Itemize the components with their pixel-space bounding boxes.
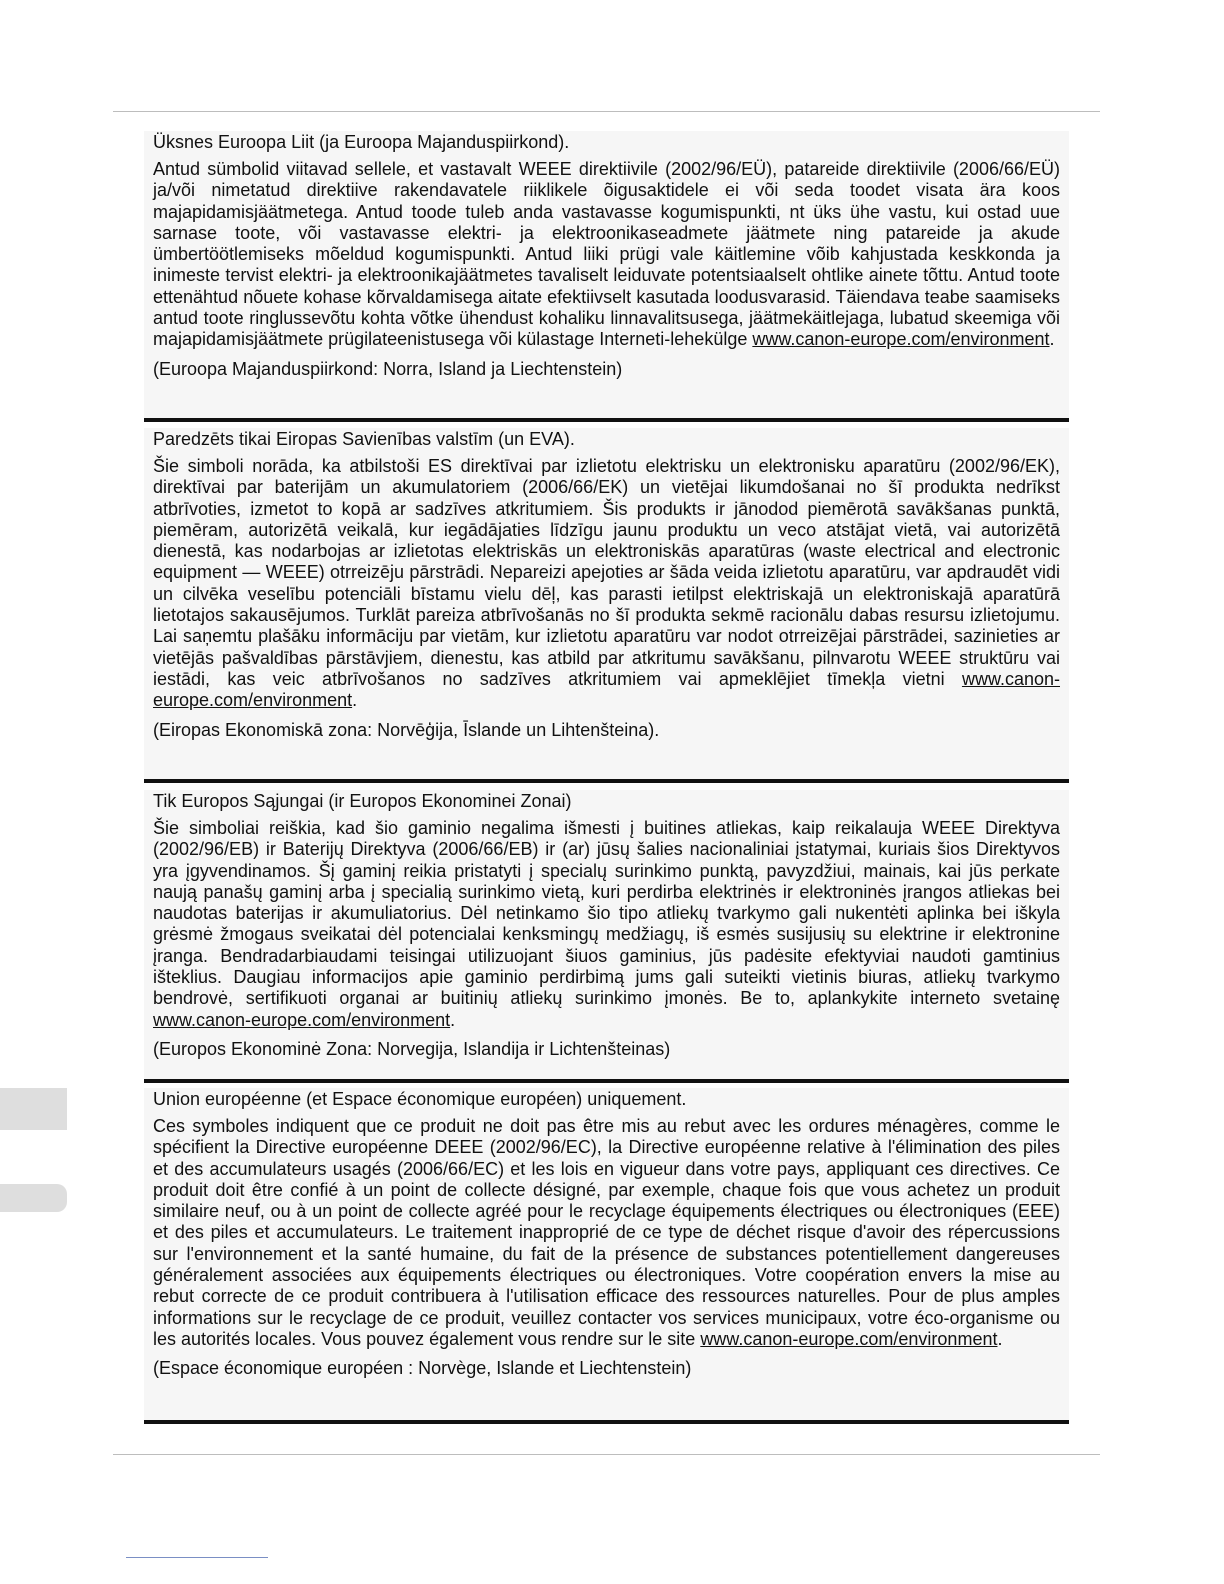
body-text: Šie simboliai reiškia, kad šio gaminio negalima išmesti į buitines atliekas, kaip reikalauja WEEE Direktyva (2002/96/EB) ir Baterijų Direktyva (2006/66/EB) ir (ar) jūsų šalies nacionaliniai įstatymai, kuriais šios Direktyvos yra įgyvendinamos. Šį gaminį reikia pristatyti į specialų surinkimo punktą, pavyzdžiui, mainais, kai jūs perkate naują panašų gaminį arba į specialią surinkimo vietą, kuri perdirba elektrinės ir elektroninės įrangos atliekas bei naudotas baterijas ir akumuliatorius. Dėl netinkamo šio tipo atliekų tvarkymo gali nukentėti aplinka bei iškyla grėsmė žmogaus sveikatai dėl potencialai kenksmingų medžiagų, iš esmės susijusių su elektrine ir elektronine įranga. Bendradarbiaudami teisingai utilizuojant šiuos gaminius, jūs padėsite efektyviai naudoti gamtinius išteklius. Daugiau informacijos apie gaminio perdirbimą jums gali suteikti vietinis biuras, atliekų tvarkymo bendrovė, sertifikuoti organai ar buitinių atliekų surinkimo įmonės. Be to, aplankykite interneto svetainę [153,818,1060,1009]
section-note: (Espace économique européen : Norvège, Islande et Liechtenstein) [153,1358,692,1379]
section-divider [144,1079,1069,1083]
section-heading: Üksnes Euroopa Liit (ja Euroopa Majanduspiirkond). [153,132,570,152]
side-tab [0,1088,67,1130]
section-body [153,818,1060,1031]
section-estonian [144,131,1069,422]
body-text: Šie simboli norāda, ka atbilstoši ES direktīvai par izlietotu elektrisku un elektronisku aparatūru (2002/96/EK), direktīvai par baterijām un akumulatoriem (2006/66/EK) un vietējai likumdošanai no šī produkta nedrīkst atbrīvoties, izmetot to kopā ar sadzīves atkritumiem. Šis produkts ir jānodod piemērotā savākšanas punktā, piemēram, autorizētā veikalā, kur iegādājaties līdzīgu jaunu produktu un veco atstājat vietā, vai autorizētā dienestā, kas nodarbojas ar izlietotas elektriskās un elektroniskās aparatūras (waste electrical and electronic equipment — WEEE) otrreizēju pārstrādi. Nepareizi apejoties ar šāda veida izlietotu aparatūru, var apdraudēt vidi un cilvēka veselību potenciāli bīstamu vielu dēļ, kas parasti ietilpst elektriskajā un elektroniskajā aparatūrā lietotajos sakausējumos. Turklāt pareiza atbrīvošanās no šī produkta sekmē racionālu dabas resursu izlietojumu. Lai saņemtu plašāku informāciju par vietām, kur izlietotu aparatūru var nodot otrreizējai pārstrādei, sazinieties ar vietējās pašvaldības pārstāvjiem, dienestu, kas atbild par atkritumu savākšanu, pilnvarotu WEEE struktūru vai iestādi, kas veic atbrīvošanos no sadzīves atkritumiem vai apmeklējiet tīmekļa vietni [153,456,1060,689]
section-divider [144,779,1069,783]
environment-link[interactable]: www.canon-europe.com/environment [153,668,1060,711]
footer-rule [113,1454,1100,1455]
environment-link[interactable]: www.canon-europe.com/environment [700,1328,998,1349]
section-latvian [144,428,1069,783]
header-rule [113,111,1100,112]
body-text: Antud sümbolid viitavad sellele, et vastavalt WEEE direktiivile (2002/96/EÜ), patareide direktiivile (2006/66/EÜ) ja/või nimetatud direktiive rakendavatele riiklikele õigusaktidele ei või seda toodet visata ära koos majapidamisjäätmetega. Antud toode tuleb anda vastavasse kogumispunkti, nt üks ühe vastu, kui ostad uue sarnase toote, või vastavasse elektri- ja elektroonikaseadmete jäätmete ning patareide ja akude ümbertöötlemiseks mõeldud kogumispunkti. Antud liiki prügi vale käitlemine võib kahjustada keskkonda ja inimeste tervist elektri- ja elektroonikajäätmetes tavaliselt leiduvate potentsiaalselt ohtlike ainete tõttu. Antud toote ettenähtud nõuete kohase kõrvaldamisega aitate efektiivselt kasutada loodusvarasid. Täiendava teabe saamiseks antud toote ringlussevõtu kohta võtke ühendust kohaliku linnavalitsusega, jäätmekäitlejaga, lubatud skeemiga või majapidamisjäätmete prügilateenistusega või külastage Interneti-lehekülge [153,159,1060,350]
section-note: (Eiropas Ekonomiskā zona: Norvēģija, Īslande un Lihtenšteina). [153,719,660,740]
environment-link[interactable]: www.canon-europe.com/environment [752,329,1050,350]
section-note: (Euroopa Majanduspiirkond: Norra, Island ja Liechtenstein) [153,358,623,379]
section-lithuanian [144,790,1069,1083]
section-body [153,456,1060,712]
environment-link[interactable]: www.canon-europe.com/environment [153,1009,451,1030]
section-note: (Europos Ekonominė Zona: Norvegija, Islandija ir Lichtenšteinas) [153,1038,671,1059]
section-french [144,1088,1069,1424]
body-text: Ces symboles indiquent que ce produit ne doit pas être mis au rebut avec les ordures ménagères, comme le spécifient la Directive européenne DEEE (2002/96/EC), la Directive européenne relative à l'élimination des piles et des accumulateurs usagés (2006/66/EC) et les lois en vigueur dans votre pays, appliquant ces directives. Ce produit doit être confié à un point de collecte désigné, par exemple, chaque fois que vous achetez un produit similaire neuf, ou à un point de collecte agréé pour le recyclage équipements électriques ou électroniques (EEE) et des piles et accumulateurs. Le traitement inapproprié de ce type de déchet risque d'avoir des répercussions sur l'environnement et la santé humaine, du fait de la présence de substances potentiellement dangereuses généralement associées aux équipements électriques ou électroniques. Votre coopération envers la mise au rebut correcte de ce produit contribuera à l'utilisation efficace des ressources naturelles. Pour de plus amples informations sur le recyclage de ce produit, veuillez contacter vos services municipaux, votre éco-organisme ou les autorités locales. Vous pouvez également vous rendre sur le site [153,1116,1060,1349]
footer-link-underline [126,1557,268,1558]
body-end: . [1049,329,1055,350]
section-divider [144,418,1069,422]
body-end: . [450,1009,456,1030]
section-heading: Paredzēts tikai Eiropas Savienības valstīm (un EVA). [153,429,575,449]
body-end: . [997,1328,1003,1349]
section-heading: Tik Europos Sąjungai (ir Europos Ekonominei Zonai) [153,791,572,811]
section-body [153,1116,1060,1350]
section-body [153,159,1060,351]
side-tab-rounded [0,1184,67,1212]
body-end: . [352,690,358,711]
section-heading: Union européenne (et Espace économique européen) uniquement. [153,1089,687,1109]
section-divider [144,1420,1069,1424]
